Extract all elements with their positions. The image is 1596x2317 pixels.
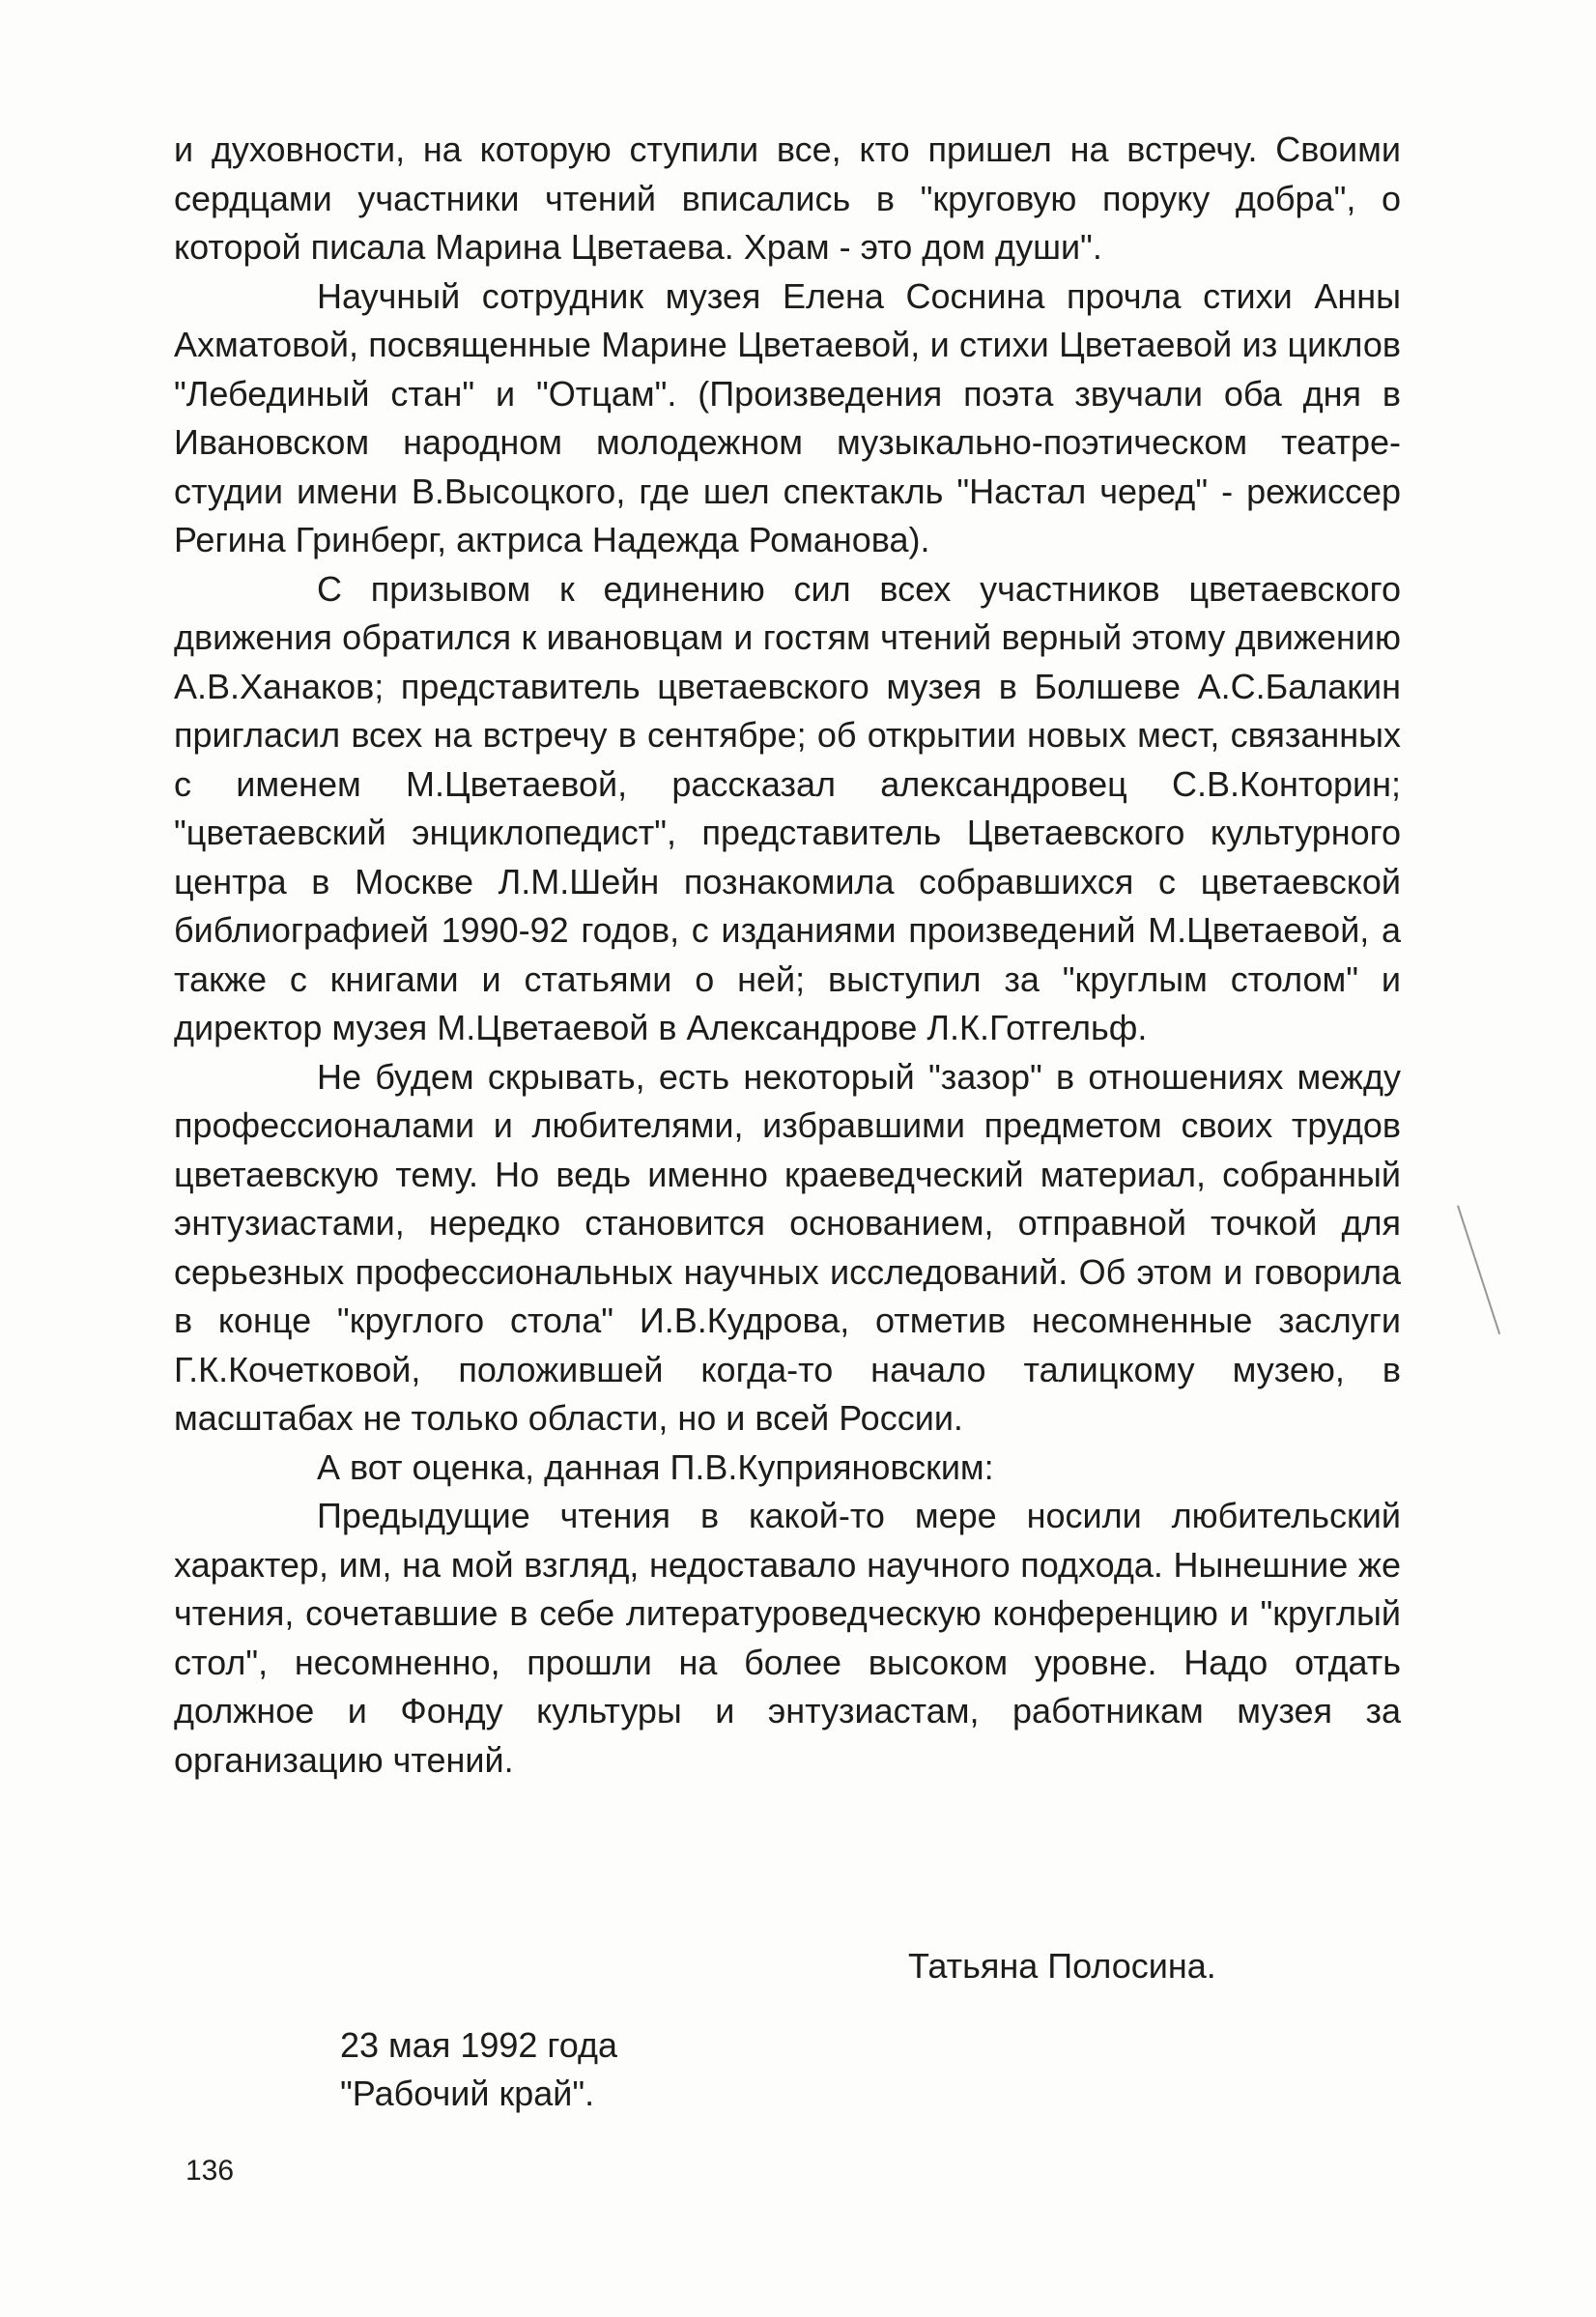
author-signature: Татьяна Полосина. xyxy=(908,1946,1216,1986)
page-number: 136 xyxy=(185,2155,235,2187)
paragraph-4: Не будем скрывать, есть некоторый "зазор" в отношениях между профессионалами и любителями, избравшими предметом своих трудов цветаевскую тему. Но ведь именно краеведческий материал, собранный энтузиастами, нередко становится основанием, отправной точкой для серьезных профессиональных научных исследований. Об этом и говорила в конце "круглого стола" И.В.Кудрова, отметив несомненные заслуги Г.К.Кочетковой, положившей когда-то начало талицкому музею, в масштабах не только области, но и всей России. xyxy=(174,1056,1401,1438)
article-body xyxy=(174,126,1401,1785)
paragraph-1: и духовности, на которую ступили все, кто пришел на встречу. Своими сердцами участники чтений вписались в "круговую поруку добра", о которой писала Марина Цветаева. Храм - это дом души". xyxy=(174,129,1401,267)
publication-source xyxy=(340,2021,617,2118)
paragraph-3: С призывом к единению сил всех участников цветаевского движения обратился к ивановцам и гостям чтений верный этому движению А.В.Ханаков; представитель цветаевского музея в Болшеве А.С.Балакин пригласил всех на встречу в сентябре; об открытии новых мест, связанных с именем М.Цветаевой, рассказал александровец С.В.Конторин; "цветаевский энциклопедист", представитель Цветаевского культурного центра в Москве Л.М.Шейн познакомила собравшихся с цветаевской библиографией 1990-92 годов, с изданиями произведений М.Цветаевой, а также с книгами и статьями о ней; выступил за "круглым столом" и директор музея М.Цветаевой в Александрове Л.К.Готгельф. xyxy=(174,568,1401,1047)
publication-date: 23 мая 1992 года xyxy=(340,2025,617,2065)
margin-pencil-mark xyxy=(1457,1205,1500,1334)
newspaper-name: "Рабочий край". xyxy=(340,2074,595,2113)
paragraph-2: Научный сотрудник музея Елена Соснина прочла стихи Анны Ахматовой, посвященные Марине Цветаевой, и стихи Цветаевой из циклов "Лебединый стан" и "Отцам". (Произведения поэта звучали оба дня в Ивановском народном молодежном музыкально-поэтическом театре-студии имени В.Высоцкого, где шел спектакль "Настал черед" - режиссер Регина Гринберг, актриса Надежда Романова). xyxy=(174,275,1401,559)
paragraph-5: А вот оценка, данная П.В.Куприяновским: xyxy=(317,1446,994,1487)
paragraph-6: Предыдущие чтения в какой-то мере носили любительский характер, им, на мой взгляд, недоставало научного подхода. Нынешние же чтения, сочетавшие в себе литературоведческую конференцию и "круглый стол", несомненно, прошли на более высоком уровне. Надо отдать должное и Фонду культуры и энтузиастам, работникам музея за организацию чтений. xyxy=(174,1496,1401,1780)
